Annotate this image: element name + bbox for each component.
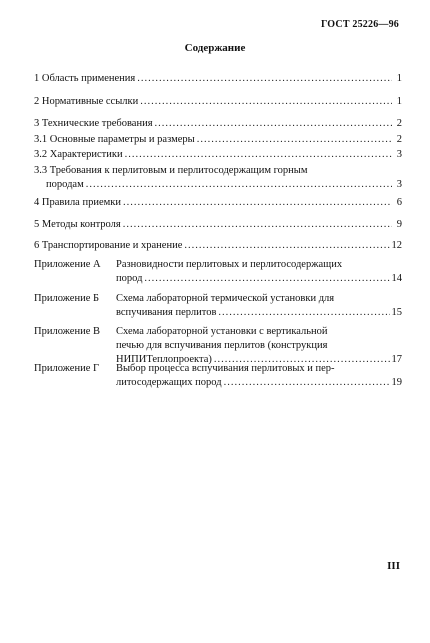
toc-entry-2[interactable]: [34, 95, 402, 109]
appendix-title-line1: Выбор процесса вспучивания перлитовых и пер-: [116, 363, 335, 374]
appendix-title-line1: Схема лабораторной установки с вертикальной: [116, 326, 328, 337]
toc-entry-label: 3.2 Характеристики: [34, 149, 123, 160]
toc-entry-label-line1: 3.3 Требования к перлитовым и перлитосодержащим горным: [34, 165, 308, 176]
toc-entry-4[interactable]: [34, 196, 402, 210]
leader-dots: [137, 72, 392, 86]
appendix-prefix: Приложение Б: [34, 293, 100, 304]
toc-entry-page: 3: [396, 179, 402, 190]
toc-entry-label-line2: породам: [46, 179, 84, 190]
appendix-page: 19: [391, 377, 402, 388]
appendix-title-line2: литосодержащих пород: [116, 377, 222, 388]
appendix-prefix: Приложение В: [34, 326, 100, 337]
leader-dots: [123, 196, 392, 210]
toc-entry-label: 1 Область применения: [34, 73, 136, 84]
toc-appendix-b[interactable]: [34, 292, 402, 320]
appendix-prefix: Приложение А: [34, 259, 101, 270]
toc-entry-page: 2: [396, 134, 402, 145]
toc-entry-label: 5 Методы контроля: [34, 219, 121, 230]
appendix-title-line2: вспучивания перлитов: [116, 307, 217, 318]
appendix-page: 14: [391, 273, 402, 284]
leader-dots: [224, 376, 390, 390]
appendix-title-line2: пород: [116, 273, 143, 284]
toc-entry-page: 9: [396, 219, 402, 230]
leader-dots: [86, 178, 392, 192]
leader-dots: [197, 133, 392, 147]
standard-code: ГОСТ 25226—96: [320, 19, 399, 30]
toc-entry-1[interactable]: [34, 72, 402, 86]
page-folio: III: [387, 560, 400, 572]
toc-entry-3[interactable]: [34, 117, 402, 131]
leader-dots: [218, 306, 389, 320]
leader-dots: [123, 218, 392, 232]
leader-dots: [125, 148, 392, 162]
appendix-prefix: Приложение Г: [34, 363, 100, 374]
appendix-title-line1: Схема лабораторной термической установки для: [116, 293, 335, 304]
toc-entry-page: 1: [396, 96, 402, 107]
toc-entry-label: 3.1 Основные параметры и размеры: [34, 134, 195, 145]
leader-dots: [155, 117, 392, 131]
appendix-title-line2: печью для вспучивания перлитов (конструкция: [116, 340, 328, 351]
toc-entry-label: 3 Технические требования: [34, 118, 153, 129]
toc-entry-label: 6 Транспортирование и хранение: [34, 240, 183, 251]
toc-entry-page: 2: [396, 118, 402, 129]
toc-entry-3-2[interactable]: [34, 148, 402, 162]
toc-appendix-a[interactable]: [34, 258, 402, 286]
appendix-title-line3: НИПИТеплопроекта): [116, 354, 212, 365]
appendix-title-line1: Разновидности перлитовых и перлитосодержащих: [116, 259, 343, 270]
toc-appendix-g[interactable]: [34, 362, 402, 390]
leader-dots: [184, 239, 389, 253]
toc-title: Содержание: [184, 42, 246, 54]
toc-entry-label: 2 Нормативные ссылки: [34, 96, 139, 107]
toc-entry-3-3[interactable]: [34, 164, 402, 192]
appendix-page: 17: [391, 354, 402, 365]
appendix-page: 15: [391, 307, 402, 318]
leader-dots: [140, 95, 392, 109]
toc-entry-page: 3: [396, 149, 402, 160]
leader-dots: [144, 272, 389, 286]
toc-entry-page: 1: [396, 73, 402, 84]
toc-entry-3-1[interactable]: [34, 133, 402, 147]
toc-entry-label: 4 Правила приемки: [34, 197, 121, 208]
toc-appendix-v[interactable]: [34, 325, 402, 367]
toc-entry-page: 12: [391, 240, 402, 251]
toc-entry-6[interactable]: [34, 239, 402, 253]
toc-entry-page: 6: [396, 197, 402, 208]
toc-entry-5[interactable]: [34, 218, 402, 232]
